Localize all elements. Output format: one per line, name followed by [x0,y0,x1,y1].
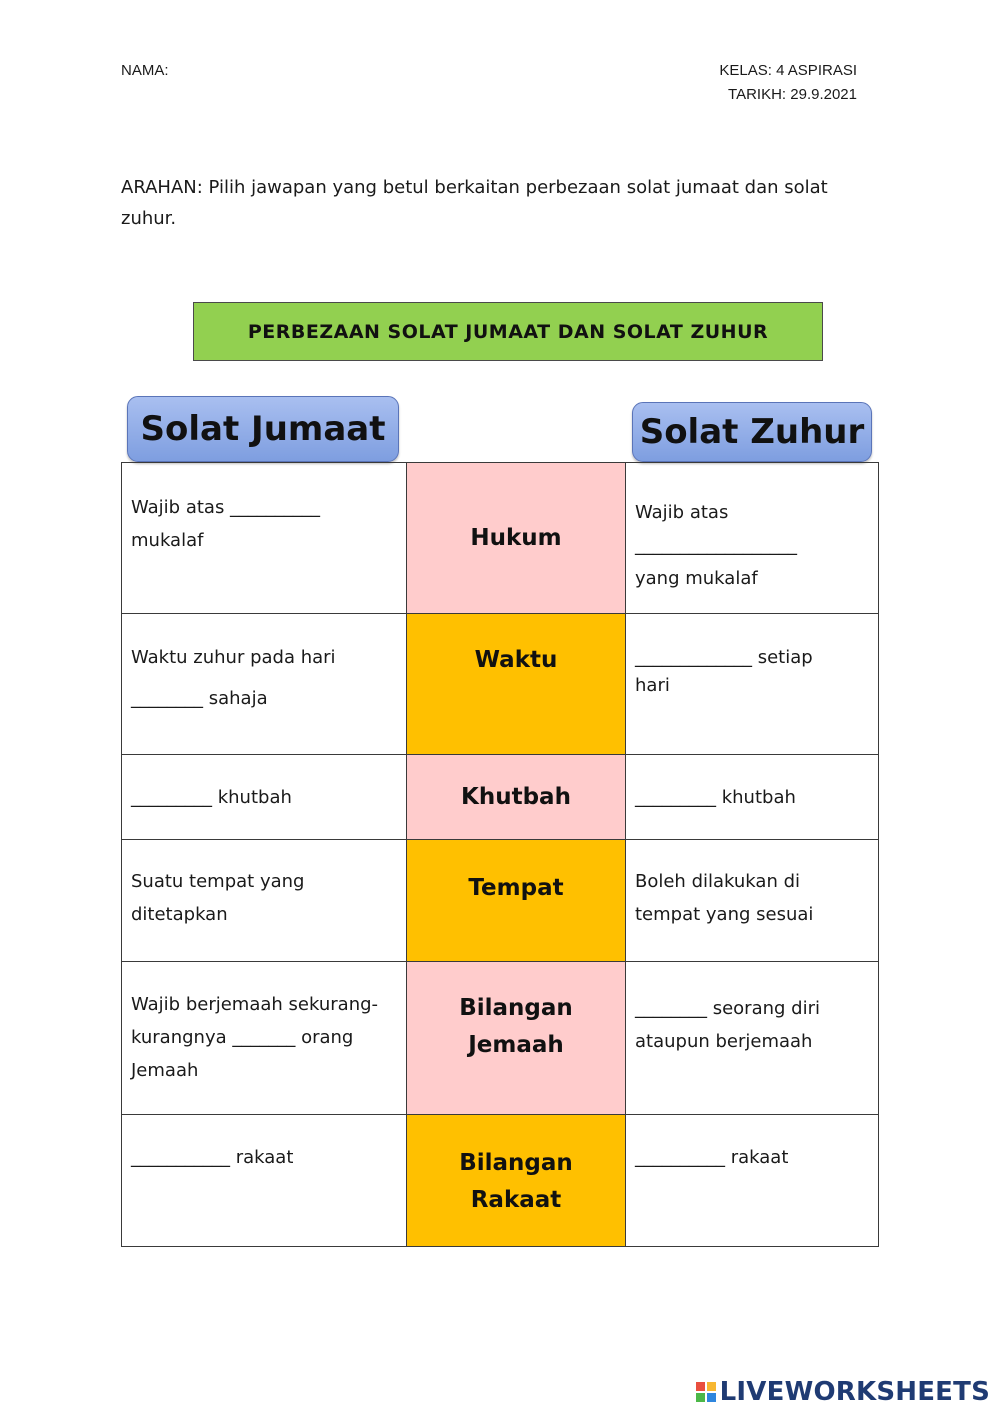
worksheet-title [193,302,823,361]
jumaat-cell: Wajib berjemaah sekurang- kurangnya _______ orang Jemaah [122,962,407,1115]
column-header-solat-zuhur [632,402,872,462]
jumaat-cell: ___________ rakaat [122,1115,407,1247]
table-row [122,840,879,962]
table-row [122,1115,879,1247]
jumaat-cell: _________ khutbah [122,755,407,840]
table-row [122,962,879,1115]
category-cell: Hukum [407,463,626,614]
category-cell: Tempat [407,840,626,962]
zuhur-cell: _____________ setiap hari [626,614,879,755]
zuhur-cell: _________ khutbah [626,755,879,840]
table-row [122,614,879,755]
jumaat-cell: Wajib atas __________ mukalaf [122,463,407,614]
kelas-label: KELAS: 4 ASPIRASI [719,62,857,79]
zuhur-cell: __________ rakaat [626,1115,879,1247]
zuhur-cell: Boleh dilakukan di tempat yang sesuai [626,840,879,962]
tarikh-label: TARIKH: 29.9.2021 [728,86,857,103]
zuhur-cell: Wajib atas __________________ yang mukalaf [626,463,879,614]
instruction-text: ARAHAN: Pilih jawapan yang betul berkaitan perbezaan solat jumaat dan solat zuhur. [121,177,828,229]
column-header-left-text: Solat Jumaat [140,409,386,449]
table-row [122,463,879,614]
nama-label: NAMA: [121,62,169,79]
category-cell: Waktu [407,614,626,755]
comparison-table [121,462,879,1247]
column-header-solat-jumaat [127,396,399,462]
zuhur-cell: ________ seorang diri ataupun berjemaah [626,962,879,1115]
category-cell: Khutbah [407,755,626,840]
table-row [122,755,879,840]
worksheet-title-text: PERBEZAAN SOLAT JUMAAT DAN SOLAT ZUHUR [247,320,769,343]
jumaat-cell: Suatu tempat yang ditetapkan [122,840,407,962]
column-header-right-text: Solat Zuhur [639,412,865,452]
liveworksheets-logo-icon [696,1382,716,1402]
liveworksheets-logo [696,1377,990,1407]
brand-text: LIVEWORKSHEETS [719,1377,990,1407]
category-cell: Bilangan Rakaat [407,1115,626,1247]
category-cell: Bilangan Jemaah [407,962,626,1115]
jumaat-cell: Waktu zuhur pada hari ________ sahaja [122,614,407,755]
